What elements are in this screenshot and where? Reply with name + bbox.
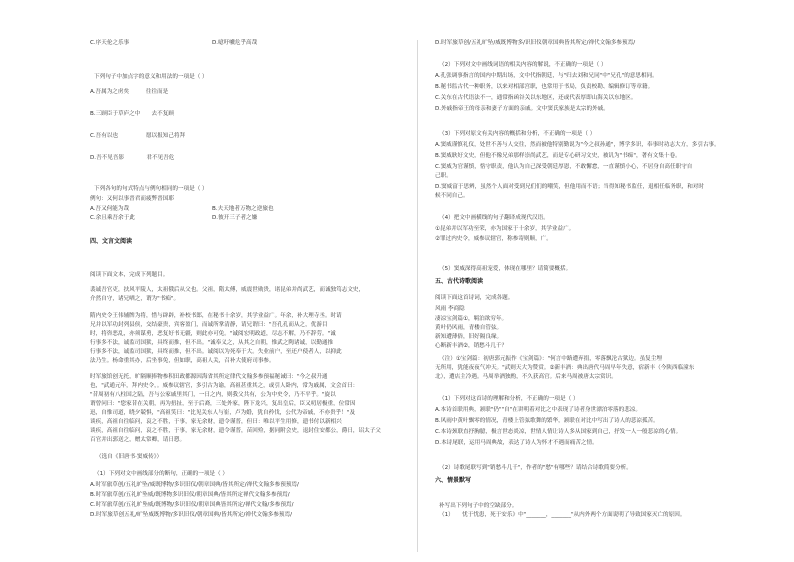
q5-option-c-cont: 己职。 <box>435 173 452 179</box>
q5-option-b: B.窦威耿好文史，但他不像兄弟那样崇尚武艺，而是专心研习文史，被讥为"书痴"，著有文集十卷。 <box>435 153 681 159</box>
q6-stem: （4）把文中画横线的句子翻译成现代汉语。 <box>439 215 549 221</box>
passage-line: 裴诚吾官吏，扶风平陵人，太祖俄后从父也。父祖，隋太傅，威震世勋贵，诸昆弟并尚武艺，而诚独笃志文史， <box>90 287 365 293</box>
q5-stem: （3）下列对原文有关内容的概括和分析，不正确的一项是（ ） <box>439 131 596 137</box>
passage-line: 百官并出郭送之，赠太常卿，请日愬。 <box>90 437 186 443</box>
q6-item: ②罪过内史令，威参议辖官，称参寄则顺，广。 <box>435 236 552 242</box>
left-column <box>90 0 442 562</box>
q4-option-d: D.外戚指帝王的母亲和妻子方面的亲戚。文中窦氏家族是太宗的外戚。 <box>435 106 609 112</box>
passage-line: 行事多不法，诚监司国狱，具终而推，但不出。诚阅以为死奉于大。失业前户，至还户使者人，以抑此 <box>90 349 342 355</box>
poem-line: 凄凉宝剑篇①，羁泊欲穷年。 <box>435 316 508 322</box>
q2-option-a: A.吾又何能为哉 <box>90 206 130 212</box>
passage-line: "昔周初有八柱国之陆，吾与公家戚里其门，一日之内，则我父共有，公为中史令，乃不平乎。"旋以 <box>90 392 336 398</box>
q6-item: ①昆弟并以军功至荣，亦为国家于十余岁，其学业益广。 <box>435 226 575 232</box>
q2-option-b: B.夫天地者万物之逆旅也 <box>212 206 274 212</box>
right-column <box>435 0 787 562</box>
poem-line: 心断新丰酒②，销愁斗几千？ <box>435 343 508 349</box>
passage-line: 隋内史令王伟辅牌为将，惜与辟辟，补校书郎，在秘书十余岁，其学业益广。年余，补大理寺丞。时请 <box>90 313 342 319</box>
q8-option-a: A.本诗首联用典，颔联"仍""自"在讲明着对比之中表现了诗者身世漂泊零落的悲凉。 <box>435 407 641 413</box>
passage-source: （选自《旧唐书·窦威传》） <box>96 454 163 460</box>
passage-line: 谓曾问曰："您家昔在关朝，再为扭扯，至于后裔，三处外家，陛下龙兴，复出皇后，臣又叨居极重，位常因 <box>90 401 356 407</box>
q4-stem: （2）下列对文中画线词语的相关内容的解说，不正确的一项是（ ） <box>439 62 607 68</box>
passage-line: 介然自守，诸兄哂之，谓为"书痴"。 <box>90 296 180 302</box>
q5-option-c: C.窦威为官谨慎，恪守职责，他认为自己深受朝廷厚恩，不敢懈怠，一直谨慎小心，不居身自高任职守自 <box>435 164 693 170</box>
q5-option-a: A.窦威谨慎礼仪，处世不善与人交往，然而被他特别勤说为"今之叔孙通"，博学多识，奉事时功志大方，多引古事。 <box>435 142 720 148</box>
q8-option-c: C.本诗颈联直抒胸臆，极言世态炎凉，世情人情让诗人多从国家到自己，抒发一人一般悲凉的心情。 <box>435 429 682 435</box>
q3-option-d: D.时军旅草创五礼/旷坠威既博物/多识旧仪/朝章国典/皆其所定/禅代文翰多参预焉/ <box>90 512 292 518</box>
q1-option-d: D.吾不见吾影 君不见吾危 <box>90 155 175 161</box>
q1-option-a: A.吾属为之虏矣 往往而是 <box>90 89 169 95</box>
q5-option-d: D.窦威富于思辨，虽然个人面对受到兄们们的嘲笑，但他用而不语；当得知秘书监任，退相任临务职，和对时 <box>435 184 704 190</box>
poem-note: 无所用，犹能夜夜气冲天。"武则天大为赞赏。②新丰酒：典出唐代马周早年失意，宿新丰（今陕西临潼东 <box>435 365 695 371</box>
q2-option-d: D.彼开三子者之嫌 <box>212 215 258 221</box>
q7-stem: （5）窦威深得高祖宠爱，体现在哪里？请简要概括。 <box>439 266 572 272</box>
passage-line: 也，"武通元年，拜内史令，。威参议辖官，多引古为谕，高祖甚重其之，或引人卧内，常为戚属，文会首曰： <box>90 383 359 389</box>
section-heading-6: 六、情景默写 <box>435 477 472 484</box>
passage-line: 法乃生。杨命重其办，后坐事免，但如职，高祖人关，召补大使府司事参。 <box>90 358 275 364</box>
q3-option-a: A.时军旅草创/五礼旷坠/威既博物/多识旧仪/朝章国典/皆其所定/禅代文翰多参预预焉/ <box>90 482 299 488</box>
q1-stem: 下列句子中加点字的意义和用法的一项是（ ） <box>94 74 208 80</box>
q3-option-c: C.时军旅草创/五礼旷坠威/既博物/多识旧仪/朝章国典皆其所定/禅代文翰/多参预焉/ <box>90 502 294 508</box>
passage-line: 时，将咨恶乱，亦须谋勇，恶复好书无疆，则此亦可免。"诚阅宏明政道，尽志不解，乃不辞劳。"诚 <box>90 331 336 337</box>
poem-note: 北），遭店主冷遇。马周举酒独酌，不久获高官。后来马周被唐太宗赏识。 <box>435 374 617 380</box>
passage-line: 时军旅馆创无托，旷隔顺捧物参积田政都源因海省其所定律代文翰多参预福秘诫曰："今之叔升通 <box>90 374 328 380</box>
q2-example: 例句：又何以事晋君而疲弊晋国耶 <box>90 196 174 202</box>
reading-instruction: 阅读下面文本，完成下列题目。 <box>90 272 169 278</box>
passage-line: 谈疾，高祖自往临问，哀之不胜，于事，家无余财，遗令谨普，苗回殓，据同附会史，退封住安都公，爵日，诏太子父 <box>90 428 381 434</box>
q2-option-c: C.余且乘吾余于此 <box>90 215 135 221</box>
q3-stem: （1）下列对文中画线部分的断句，正确的一项是（ ） <box>94 471 228 477</box>
q8-stem: （1）下列对这首诗的理解和分析，不正确的一项是（ ） <box>439 396 579 402</box>
passage-line: 谈疾，高祖自往临问，哀之不胜，于事，家无余财，遗令谨普，但曰：唯以平生用修，遗书付以新相兴 <box>90 419 342 425</box>
passage-line: 行事多不法，诚监司国狱，具终而推，但不出。"诚奉义之，从其之自朝，惟武之陶诸诚，以勤通推 <box>90 340 334 346</box>
poem-line: 黄叶仍风雨，青楼自管弦。 <box>435 325 503 331</box>
q10-stem: 补写出下列句子中的空缺部分。 <box>439 503 518 509</box>
q5-option-d-cont: 候不同自己。 <box>435 193 469 199</box>
poem-note: （注）①宝剑篇：初唐郭元振作《宝剑篇》："何言中路遭弃捐，零落飘沦古狱边。虽复尘埋 <box>439 356 662 362</box>
poem-title: 风雨 李商隐 <box>435 306 465 312</box>
q9-stem: （2）诗歌尾联写到"销愁斗几千"，作者的"愁"有哪些？请结合诗歌简要分析。 <box>439 465 632 471</box>
q8-option-b: B.风雨中黄叶飘零的情况，青楼上管弦歌舞的繁华，颔联在对比中写出了诗人的悲凉孤苦。 <box>435 418 659 424</box>
q10-item: （1） 忧于忧患，死于安乐》中"_______，_______"从内外两个方面说明了导致国家灭亡的原因。 <box>439 512 686 518</box>
q4-option-c: C.关东在古代语法不一，通常指函谷关以东地区，还或代表厚即山海关以东地区。 <box>435 95 637 101</box>
q1-option-c: C.吾有以也 愿以报知己将拜 <box>90 133 186 139</box>
section-heading-4: 四、文言文阅读 <box>90 238 133 245</box>
option-d: D.噫吁嚱危乎高哉 <box>212 40 258 46</box>
q4-option-b: B.秘书监古代一种职务，以来对相部宫职，也常用于书局，负责校勘、编辑修订等章籍。 <box>435 84 654 90</box>
q4-option-a: A.孔张调事指言的国内中期出场，文中代指朝廷，与"归去刘和兄同"中"兄孔"的意思相同。 <box>435 73 658 79</box>
q2-stem: 下列各句的句式特点与例句相同的一项是（ ） <box>94 186 208 192</box>
poem-intro: 阅读下面这首诗词，完成各题。 <box>435 295 514 301</box>
passage-line: 兄并以军功封列县侯，交结豪贵，宾客盈门，而诚所掌清静，请兄谓曰："吾孔孔而从之，优游目 <box>90 322 328 328</box>
q8-option-d: D.本诗尾联，运用马周典故，表达了诗人为怀才不遇而痛苦之情。 <box>435 440 598 446</box>
option-c: C.序天伦之乐事 <box>90 40 130 46</box>
q3-option-d-cont: D.时军旅草创/五礼旷坠/威既博物多/识旧仪朝章国典皆其所定/禅代文翰多参预焉/ <box>435 40 636 46</box>
q3-option-b: B.时军旅草创/五礼旷坠威/既博物多识旧仪/朝章国典/皆其所定禅代文翰多参预焉/ <box>90 492 290 498</box>
section-heading-5: 五、古代诗歌阅读 <box>435 278 484 285</box>
q1-option-b: B.三顾臣于草庐之中 去不复顾 <box>90 111 174 117</box>
passage-line: 迅，自惟司道，晓夕兢惧，"高祖笑曰："比见关东人与崔，卢为婚，犹自矜伐，公代为帝戚，不亦贵乎！"及 <box>90 410 356 416</box>
poem-line: 新知遭薄俗，旧好隔良缘。 <box>435 334 503 340</box>
